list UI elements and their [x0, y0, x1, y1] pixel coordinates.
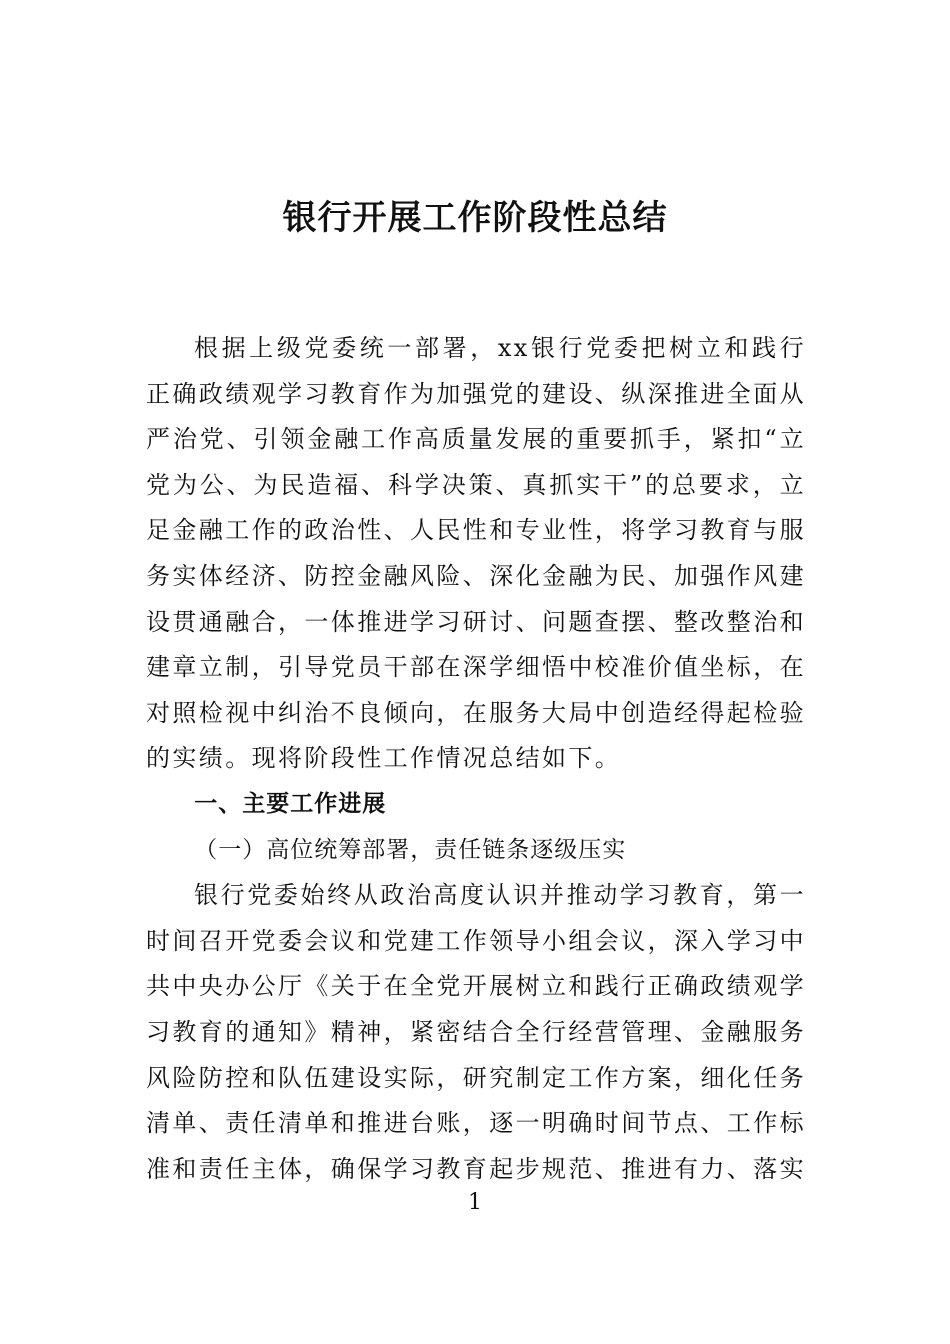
deployment-paragraph: 银行党委始终从政治高度认识并推动学习教育，第一时间召开党委会议和党建工作领导小组会议，深入学习中共中央办公厅《关于在全党开展树立和践行正确政绩观学习教育的通知》精神，紧密结合全行经营管理、金融服务风险防控和队伍建设实际，研究制定工作方案，细化任务清单、责任清单和推进台账，逐一明确时间节点、工作标准和责任主体，确保学习教育起步规范、推进有力、落实	[146, 881, 806, 1183]
intro-paragraph: 根据上级党委统一部署，xx银行党委把树立和践行正确政绩观学习教育作为加强党的建设、纵深推进全面从严治党、引领金融工作高质量发展的重要抓手，紧扣“立党为公、为民造福、科学决策、真抓实干”的总要求，立足金融工作的政治性、人民性和专业性，将学习教育与服务实体经济、防控金融风险、深化金融为民、加强作风建设贯通融合，一体推进学习研讨、问题查摆、整改整治和建章立制，引导党员干部在深学细悟中校准价值坐标，在对照检视中纠治不良倾向，在服务大局中创造经得起检验的实绩。现将阶段性工作情况总结如下。	[146, 334, 806, 773]
document-body	[146, 326, 806, 1192]
document-title: 银行开展工作阶段性总结	[282, 198, 668, 238]
page-number: 1	[468, 1190, 482, 1215]
subsection-heading-deployment: （一）高位统筹部署，责任链条逐级压实	[194, 836, 627, 863]
section-heading-main-progress: 一、主要工作进展	[194, 790, 387, 817]
